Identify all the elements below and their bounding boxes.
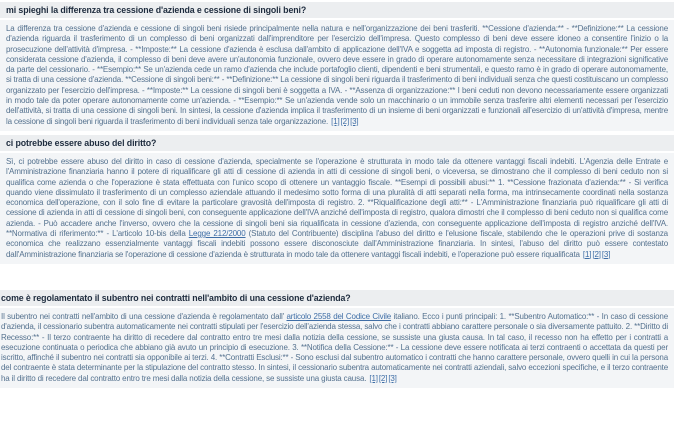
qa-section (0, 135, 674, 264)
answer-text: Sì, ci potrebbe essere abuso del diritto in caso di cessione d'azienda, specialmente se l'operazione è strutturata in modo tale da ottenere vantaggi fiscali indebiti. L'Agenzia delle Entrate e l'Amministrazione finanziaria hanno il potere di riqualificare gli atti di cessione di azienda in atti di cessione di singoli beni, o viceversa, se dimostrano che il complesso di beni ceduto non si qualifica come azienda o che l'operazione è stata effettuata con l'unico scopo di ottenere un vantaggio fiscale. **Esempi di possibili abusi:** 1. **Cessione frazionata d'azienda:** - Si verifica quando viene dissimulato il trasferimento di un complesso aziendale attuando il medesimo sotto forma di una pluralità di atti separati nella forma, ma intrinsecamente coordinati nella sostanza economica dell'operazione, con il solo fine di evitare la particolare gravosità dell'imposta di registro. 2. **Riqualificazione degli atti:** - L'Amministrazione finanziaria può riqualificare gli atti di cessione di azienda in atti di cessione di singoli beni, con conseguente applicazione dell'IVA anziché dell'imposta di registro, qualora dimostri che il complesso di beni ceduto non si qualifica come azienda. - Può accadere anche l'inverso, ovvero che la cessione di singoli beni sia riqualificata in cessione d'azienda, con conseguente applicazione dell'imposta di registro anziché dell'IVA. **Normativa di riferimento:** - L'articolo 10-bis della (6, 156, 668, 239)
citation-link[interactable]: [1] (331, 116, 340, 126)
citation-link[interactable]: [3] (388, 373, 397, 383)
answer-text: La differenza tra cessione d'azienda e cessione di singoli beni risiede principalmente nella natura e nell'organizzazione dei beni trasferiti. **Cessione d'azienda:** - **Definizione:** La cessione d'azienda riguarda il trasferimento di un complesso di beni organizzati dall'imprenditore per l'esercizio dell'impresa. Questo complesso di beni deve essere idoneo a consentire l'inizio o la prosecuzione dell'attività d'impresa. - **Imposte:** La cessione d'azienda è esclusa dall'ambito di applicazione dell'IVA e soggetta ad imposta di registro. - **Autonomia funzionale:** Per essere considerata cessione d'azienda, il complesso di beni deve avere un'autonomia funzionale, ovvero deve essere in grado di operare autonomamente senza necessitare di integrazioni significative da parte del cessionario. - **Esempio:** Se un'azienda cede un ramo d'azienda che include portafoglio clienti, dipendenti e beni strumentali, e questo ramo è in grado di operare autonomamente, si tratta di una cessione d'azienda. **Cessione di singoli beni:** - **Definizione:** La cessione di singoli beni riguarda il trasferimento di beni individuali senza che questi costituiscano un complesso organizzato per l'esercizio dell'impresa. - **Imposte:** La cessione di singoli beni è soggetta a IVA. - **Assenza di organizzazione:** I beni ceduti non devono necessariamente essere organizzati in modo tale da poter operare autonomamente come un'azienda. - **Esempio:** Se un'azienda vende solo un macchinario o un immobile senza trasferire altri elementi necessari per l'esercizio dell'attività, si tratta di una cessione di singoli beni. In sintesi, la cessione d'azienda implica il trasferimento di un insieme di beni organizzati e funzionali all'esercizio di un'attività d'impresa, mentre la cessione di singoli beni riguarda il trasferimento di beni individuali senza tale organizzazione. (6, 24, 668, 126)
question-title: mi spieghi la differenza tra cessione d'azienda e cessione di singoli beni? (0, 2, 674, 18)
answer-body (0, 153, 674, 264)
qa-section (0, 290, 674, 388)
citation-link[interactable]: [3] (601, 249, 611, 259)
answer-text: italiano. Ecco i punti principali: 1. **Subentro Automatico:** - In caso di cessione d'azienda, il cessionario subentra automaticamente nei contratti stipulati per l'esercizio dell'azienda stessa, salvo che i contratti abbiano carattere personale o sia diversamente pattuito. 2. **Diritto di Recesso:** - Il terzo contraente ha diritto di recedere dal contratto entro tre mesi dalla notizia della cessione, se sussiste una giusta causa. In tal caso, il recesso non ha effetto per i contratti a esecuzione continuata o periodica che abbiano già avuto un principio di esecuzione. 3. **Notifica della Cessione:** - La cessione deve essere notificata ai terzi contraenti o accettata da questi per iscritto, affinché il subentro nei contratti sia opponibile ai terzi. 4. **Contratti Esclusi:** - Sono esclusi dal subentro automatico i contratti che hanno carattere personale, ovvero quelli in cui la persona del contraente è stata determinante per la stipulazione del contratto stesso. In sintesi, il cessionario subentra automaticamente nei contratti aziendali, salvo eccezioni specifiche, e il terzo contraente ha il diritto di recedere dal contratto entro tre mesi dalla notizia della cessione, se sussiste una giusta causa. (1, 311, 668, 383)
citation-link[interactable]: [1] (369, 373, 378, 383)
question-title: ci potrebbe essere abuso del diritto? (0, 135, 674, 151)
answer-text: Il subentro nei contratti nell'ambito di una cessione d'azienda è regolamentato dall' (1, 311, 287, 321)
question-title: come è regolamentato il subentro nei contratti nell'ambito di una cessione d'azienda? (0, 290, 674, 306)
citation-link[interactable]: [2] (340, 116, 350, 126)
answer-text: (Statuto del Contribuente) disciplina l'abuso del diritto e l'elusione fiscale, stabilendo che le operazioni prive di sostanza economica che realizzano essenzialmente vantaggi fiscali indebiti possono essere disconosciute dall'Amministrazione finanziaria. In sintesi, l'abuso del diritto può essere contestato dall'Amministrazione finanziaria se l'operazione di cessione d'azienda è strutturata in modo tale da ottenere vantaggi fiscali indebiti, e l'operazione può essere riqualificata (6, 229, 668, 259)
inline-link[interactable]: Legge 212/2000 (188, 229, 246, 239)
citation-link[interactable]: [2] (592, 249, 601, 259)
qa-section (0, 2, 674, 131)
answer-body (0, 20, 674, 131)
citation-link[interactable]: [1] (582, 249, 592, 259)
citation-link[interactable]: [2] (378, 373, 388, 383)
citation-link[interactable]: [3] (350, 116, 359, 126)
inline-link[interactable]: articolo 2558 del Codice Civile (286, 311, 392, 321)
answer-body (0, 308, 674, 388)
